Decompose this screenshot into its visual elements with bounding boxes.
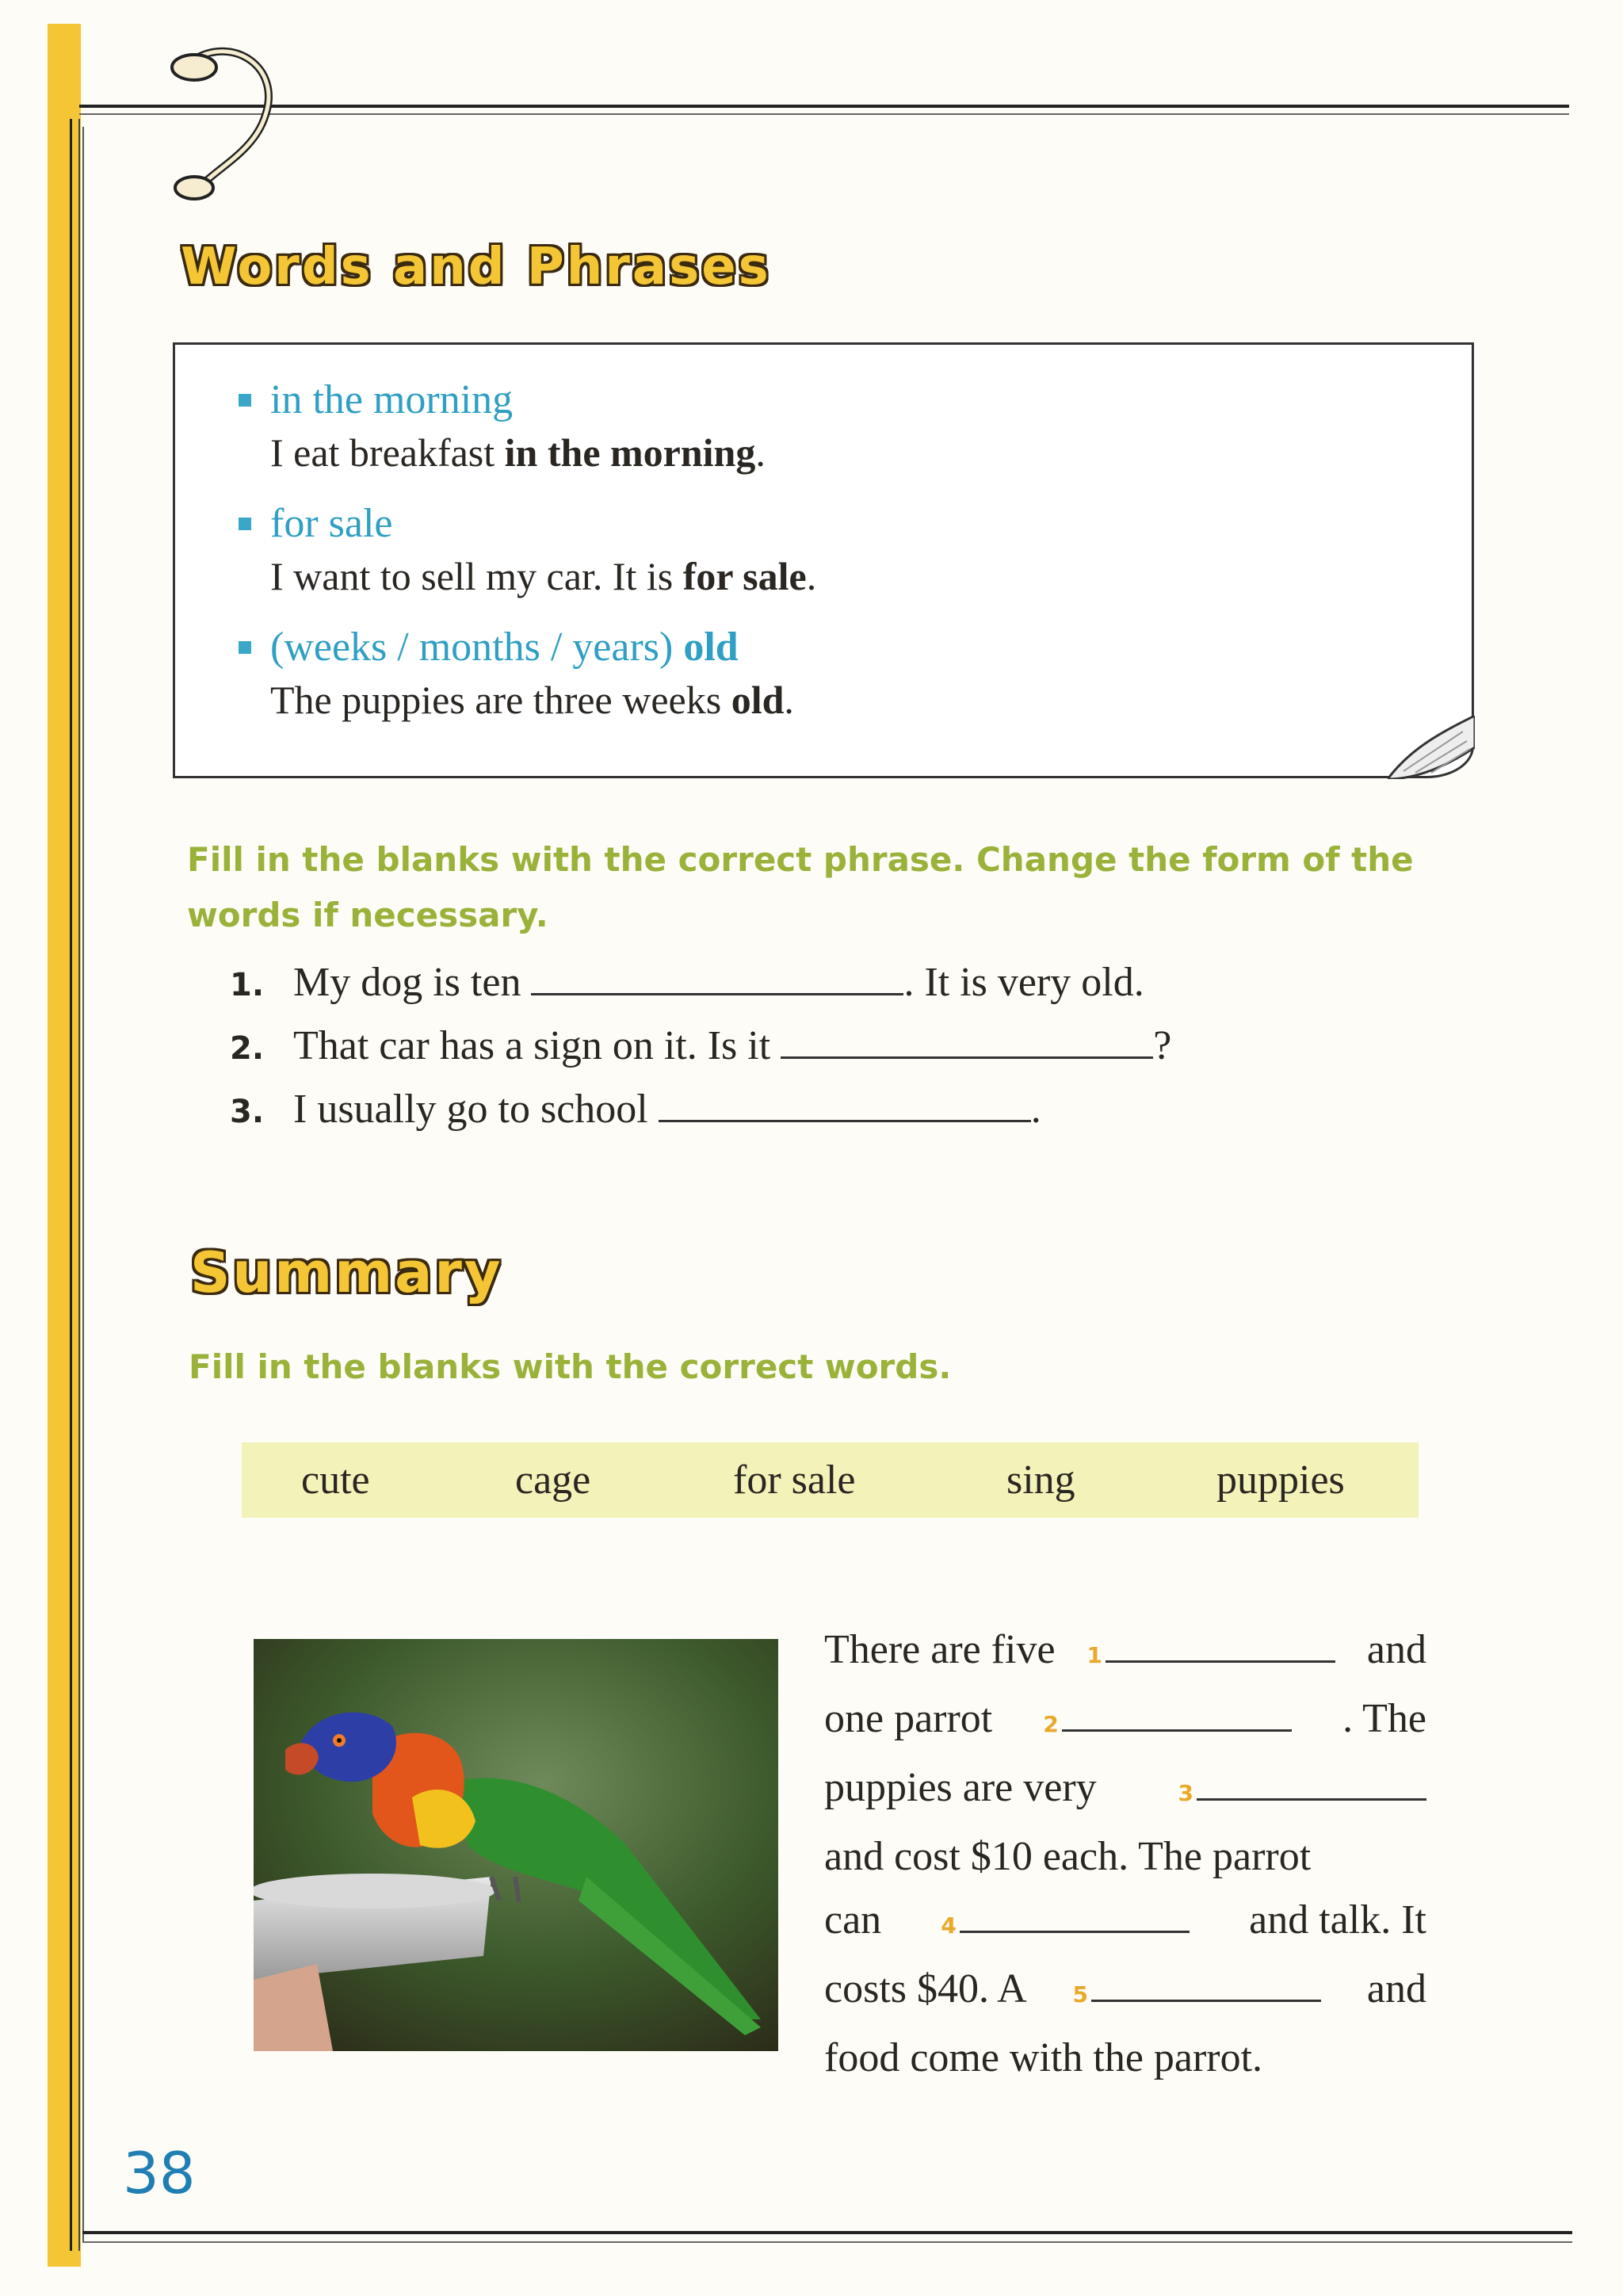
answer-blank[interactable] [781,1025,1153,1059]
word-bank-item: cute [301,1457,370,1503]
answer-blank[interactable] [1197,1767,1426,1801]
page-curl-icon [1388,716,1475,779]
page-border-bottom [82,2231,1572,2234]
page-border-top [79,105,1569,108]
phrase-heading: (weeks / months / years) old [270,625,739,670]
phrase-heading: for sale [270,501,393,546]
answer-blank[interactable] [1091,1968,1321,2002]
square-bullet-icon [239,394,251,407]
answer-blank[interactable] [1106,1629,1335,1663]
phrase-item [239,500,816,599]
parrot-photo [254,1639,778,2051]
word-bank-item: puppies [1216,1457,1345,1503]
word-bank-item: cage [515,1457,591,1503]
answer-blank[interactable] [960,1899,1190,1933]
phrase-example: I want to sell my car. It is for sale. [270,554,817,598]
page-border-left [70,119,80,2251]
answer-blank[interactable] [1062,1698,1292,1732]
phrase-example: I eat breakfast in the morning. [270,430,766,475]
square-bullet-icon [239,518,251,530]
phrase-heading: in the morning [270,377,514,422]
exercise-instruction: Fill in the blanks with the correct phrase. Change the form of the words if necessary. [187,840,1414,934]
summary-title: Summary [190,1240,503,1305]
word-bank-item: for sale [733,1457,856,1503]
words-and-phrases-title: Words and Phrases [181,238,771,296]
word-bank [242,1442,1419,1518]
answer-blank[interactable] [659,1088,1031,1122]
phrase-note-card [173,342,1474,778]
summary-instruction: Fill in the blanks with the correct words. [189,1347,952,1386]
page-border-top-inner [79,113,1569,115]
phrase-item [239,376,766,476]
question-item: 3. I usually go to school . [230,1087,1041,1132]
word-bank-item: sing [1006,1457,1075,1503]
scroll-curl-ornament [162,36,289,202]
page-border-left-inner [82,127,84,2243]
square-bullet-icon [239,641,251,654]
page-border-bottom-inner [82,2241,1572,2243]
page-number: 38 [123,2140,196,2206]
phrase-example: The puppies are three weeks old. [270,678,794,722]
answer-blank[interactable] [531,961,903,995]
phrase-item [239,624,794,723]
summary-paragraph: There are five 1 and one parrot 2 . The puppies are very 3 and cost $10 each. The parrot can 4 and talk. It costs $40. A 5 and food come with the parrot. [824,1627,1426,2080]
question-item: 2. That car has a sign on it. Is it ? [230,1023,1172,1068]
question-item: 1. My dog is ten . It is very old. [230,960,1144,1005]
